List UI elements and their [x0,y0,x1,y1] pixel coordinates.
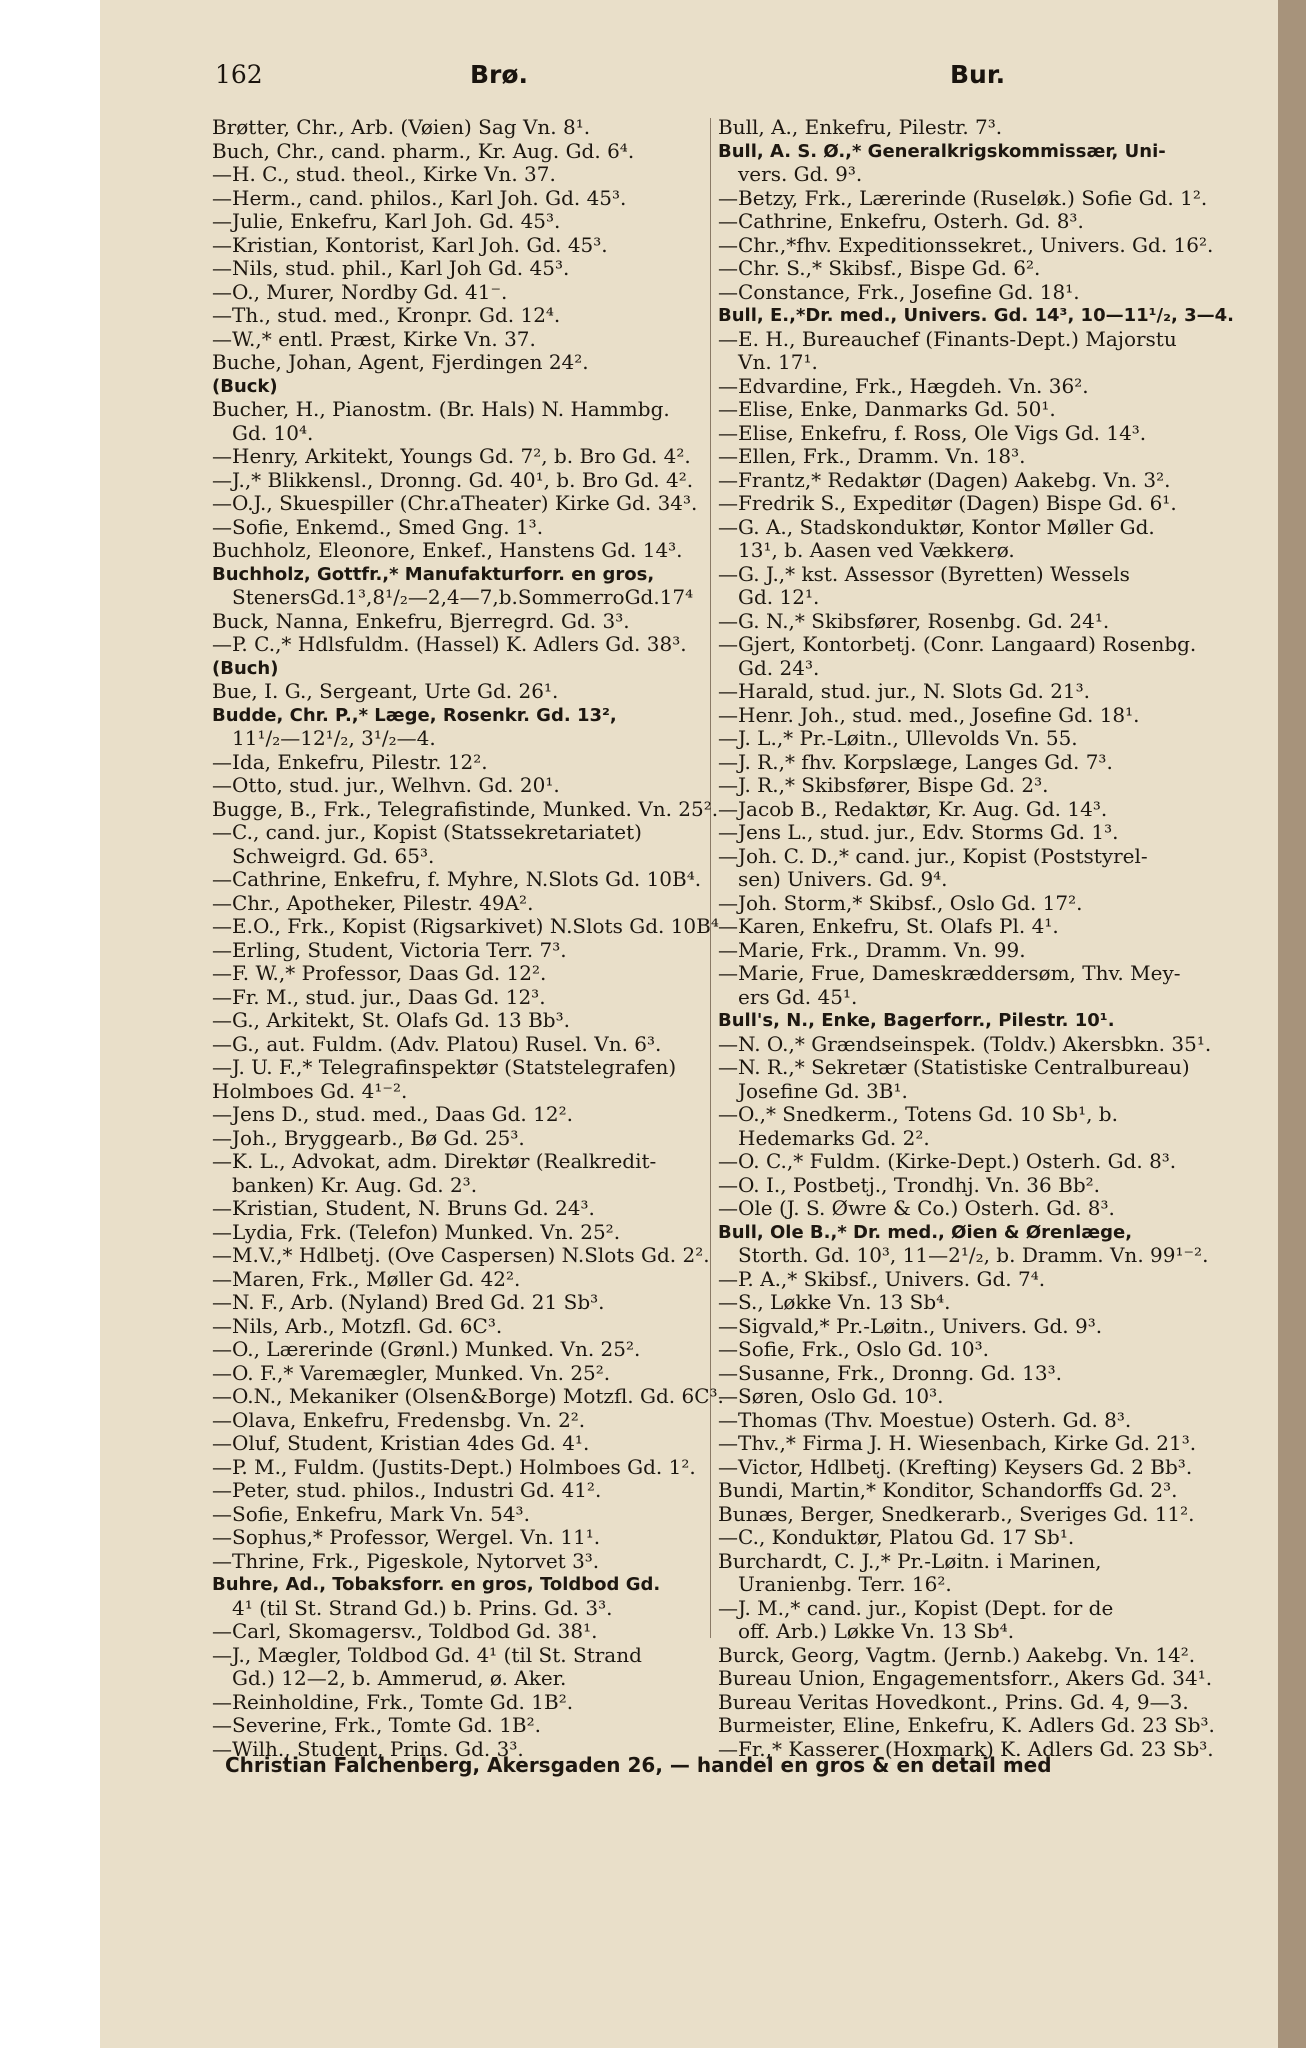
directory-entry-line: —Nils, Arb., Motzfl. Gd. 6C³. [212,1314,503,1338]
directory-entry-line: —Gjert, Kontorbetj. (Conr. Langaard) Rosenbg. [718,633,1197,656]
directory-entry-line: —G., Arkitekt, St. Olafs Gd. 13 Bb³. [212,1009,570,1032]
directory-entry-line: —Joh. C. D.,* cand. jur., Kopist (Poststyrel- [718,844,1148,868]
directory-entry-line: —Fr.,* Kasserer (Hoxmark) K. Adlers Gd. 23 Sb³. [718,1737,1214,1761]
directory-entry-line: —Fredrik S., Expeditør (Dagen) Bispe Gd. 6¹. [718,492,1177,515]
directory-entry-line: Josefine Gd. 3B¹. [738,1079,908,1103]
directory-entry-line: —Herm., cand. philos., Karl Joh. Gd. 45³. [212,186,627,210]
directory-entry-line: —P. A.,* Skibsf., Univers. Gd. 7⁴. [718,1267,1046,1291]
directory-entry-line: Bull, Ole B.,* Dr. med., Øien & Ørenlæge, [718,1221,1133,1243]
directory-entry-line: —J. R.,* Skibsfører, Bispe Gd. 2³. [718,774,1049,797]
directory-entry-line: Buche, Johan, Agent, Fjerdingen 24². [212,351,589,374]
directory-entry-line: —E. H., Bureauchef (Finants-Dept.) Majorstu [718,327,1177,351]
directory-entry-line: —G. A., Stadskonduktør, Kontor Møller Gd. [718,515,1155,539]
directory-entry-line: —Constance, Frk., Josefine Gd. 18¹. [718,280,1080,304]
page-edge [1278,0,1306,2048]
footer-advertisement: Christian Falchenberg, Akersgaden 26, — handel en gros & en detail med [225,1753,1052,1777]
directory-entry-line: (Buch) [212,657,279,679]
directory-entry-line: —J. M.,* cand. jur., Kopist (Dept. for de [718,1596,1114,1620]
directory-entry-line: —Victor, Hdlbetj. (Krefting) Keysers Gd. 2 Bb³. [718,1455,1193,1479]
directory-entry-line: —Severine, Frk., Tomte Gd. 1B². [212,1714,542,1737]
directory-entry-line: —N. O.,* Grændseinspek. (Toldv.) Akersbkn. 35¹. [718,1032,1212,1056]
directory-entry-line: Bugge, B., Frk., Telegrafistinde, Munked. Vn. 25². [212,797,719,821]
directory-entry-line: —J. R.,* fhv. Korpslæge, Langes Gd. 7³. [718,750,1113,774]
directory-entry-line: Bundi, Martin,* Konditor, Schandorffs Gd. 2³. [718,1479,1178,1502]
directory-entry-line: Gd. 10⁴. [232,421,314,445]
directory-entry-line: Uranienbg. Terr. 16². [738,1573,952,1596]
directory-entry-line: —Sofie, Enkefru, Mark Vn. 54³. [212,1502,530,1526]
directory-entry-line: —Lydia, Frk. (Telefon) Munked. Vn. 25². [212,1220,621,1244]
directory-entry-line: —P. M., Fuldm. (Justits-Dept.) Holmboes Gd. 1². [212,1455,696,1479]
directory-entry-line: —Henr. Joh., stud. med., Josefine Gd. 18¹. [718,703,1140,727]
directory-entry-line: —Fr. M., stud. jur., Daas Gd. 12³. [212,985,546,1009]
directory-entry-line: (Buck) [212,375,278,397]
directory-entry-line: —F. W.,* Professor, Daas Gd. 12². [212,962,547,985]
directory-entry-line: —Betzy, Frk., Lærerinde (Ruseløk.) Sofie Gd. 1². [718,186,1208,210]
directory-entry-line: —S., Løkke Vn. 13 Sb⁴. [718,1291,951,1314]
directory-entry-line: —O., Lærerinde (Grønl.) Munked. Vn. 25². [212,1338,641,1361]
directory-entry-line: —Otto, stud. jur., Welhvn. Gd. 20¹. [212,774,560,797]
directory-entry-line: —Elise, Enke, Danmarks Gd. 50¹. [718,398,1056,421]
directory-entry-line: Buchholz, Gottfr.,* Manufakturforr. en gros, [212,563,655,585]
page-number: 162 [215,60,263,89]
directory-entry-line: Burmeister, Eline, Enkefru, K. Adlers Gd. 23 Sb³. [718,1714,1215,1737]
directory-entry-line: —Kristian, Student, N. Bruns Gd. 24³. [212,1197,595,1220]
directory-entry-line: —O., Murer, Nordby Gd. 41⁻. [212,280,508,304]
directory-entry-line: Bull's, N., Enke, Bagerforr., Pilestr. 10¹. [718,1010,1115,1031]
left-running-head: Brø. [470,60,529,89]
directory-entry-line: Holmboes Gd. 4¹⁻². [212,1079,408,1103]
directory-entry-line: —J., Mægler, Toldbod Gd. 4¹ (til St. Strand [212,1643,642,1667]
directory-entry-line: —Chr., Apotheker, Pilestr. 49A². [212,891,534,915]
directory-entry-line: —Karen, Enkefru, St. Olafs Pl. 4¹. [718,915,1059,938]
directory-entry-line: —Frantz,* Redaktør (Dagen) Aakebg. Vn. 3². [718,468,1171,492]
directory-entry-line: —Th., stud. med., Kronpr. Gd. 12⁴. [212,304,561,327]
directory-entry-line: —N. F., Arb. (Nyland) Bred Gd. 21 Sb³. [212,1291,605,1314]
directory-entry-line: —K. L., Advokat, adm. Direktør (Realkredit- [212,1150,657,1173]
directory-entry-line: —O. I., Postbetj., Trondhj. Vn. 36 Bb². [718,1173,1100,1197]
directory-entry-line: —Jens L., stud. jur., Edv. Storms Gd. 1³. [718,821,1119,844]
directory-entry-line: —Cathrine, Enkefru, f. Myhre, N.Slots Gd. 10B⁴. [212,868,702,891]
directory-entry-line: —O.J., Skuespiller (Chr.aTheater) Kirke Gd. 34³. [212,492,698,515]
directory-entry-line: —E.O., Frk., Kopist (Rigsarkivet) N.Slots Gd. 10B⁴ [212,915,719,938]
directory-entry-line: —Marie, Frue, Dameskræddersøm, Thv. Mey- [718,962,1181,985]
directory-entry-line: —Cathrine, Enkefru, Osterh. Gd. 8³. [718,210,1084,233]
directory-entry-line: 4¹ (til St. Strand Gd.) b. Prins. Gd. 3³. [232,1596,613,1620]
directory-entry-line: ers Gd. 45¹. [738,985,858,1009]
directory-entry-line: Bureau Veritas Hovedkont., Prins. Gd. 4, 9—3. [718,1690,1189,1714]
directory-entry-line: Buck, Nanna, Enkefru, Bjerregrd. Gd. 3³. [212,609,630,633]
directory-entry-line: —Chr.,*fhv. Expeditionssekret., Univers. Gd. 16². [718,233,1214,257]
directory-entry-line: —Ida, Enkefru, Pilestr. 12². [212,750,488,774]
directory-entry-line: —J.,* Blikkensl., Dronng. Gd. 40¹, b. Bro Gd. 4². [212,468,694,492]
directory-entry-line: Schweigrd. Gd. 65³. [232,844,435,868]
directory-entry-line: —Sofie, Frk., Oslo Gd. 10³. [718,1338,990,1361]
directory-entry-line: —Ole (J. S. Øwre & Co.) Osterh. Gd. 8³. [718,1197,1115,1220]
directory-entry-line: Bureau Union, Engagementsforr., Akers Gd. 34¹. [718,1667,1213,1690]
directory-entry-line: —O. F.,* Varemægler, Munked. Vn. 25². [212,1361,611,1385]
directory-entry-line: off. Arb.) Løkke Vn. 13 Sb⁴. [738,1620,1015,1643]
directory-entry-line: —Joh. Storm,* Skibsf., Oslo Gd. 17². [718,891,1083,915]
directory-entry-line: —Erling, Student, Victoria Terr. 7³. [212,938,567,962]
directory-entry-line: —J. U. F.,* Telegrafinspektør (Statstelegrafen) [212,1056,677,1079]
directory-entry-line: —G., aut. Fuldm. (Adv. Platou) Rusel. Vn. 6³. [212,1032,662,1056]
directory-entry-line: —O. C.,* Fuldm. (Kirke-Dept.) Osterh. Gd. 8³. [718,1150,1177,1173]
directory-entry-line: —Jens D., stud. med., Daas Gd. 12². [212,1103,573,1126]
directory-entry-line: Bull, E.,*Dr. med., Univers. Gd. 14³, 10—11¹/₂, 3—4. [718,305,1234,326]
directory-entry-line: vers. Gd. 9³. [738,163,863,186]
directory-entry-line: —Sigvald,* Pr.-Løitn., Univers. Gd. 9³. [718,1314,1103,1338]
directory-entry-line: Brøtter, Chr., Arb. (Vøien) Sag Vn. 8¹. [212,116,591,139]
directory-entry-line: 11¹/₂—12¹/₂, 3¹/₂—4. [232,727,436,750]
directory-entry-line: —Olava, Enkefru, Fredensbg. Vn. 2². [212,1408,586,1432]
directory-entry-line: —C., cand. jur., Kopist (Statssekretariatet) [212,821,642,844]
left-column [212,116,737,1761]
directory-entry-line: Buhre, Ad., Tobaksforr. en gros, Toldbod Gd. [212,1574,661,1595]
directory-entry-line: —Wilh., Student, Prins. Gd. 3³. [212,1737,524,1761]
directory-entry-line: —H. C., stud. theol., Kirke Vn. 37. [212,163,556,186]
directory-entry-line: —Maren, Frk., Møller Gd. 42². [212,1267,521,1291]
directory-entry-line: —Sofie, Enkemd., Smed Gng. 1³. [212,515,544,539]
directory-entry-line: —Søren, Oslo Gd. 10³. [718,1385,944,1408]
directory-entry-line: Hedemarks Gd. 2². [738,1126,930,1150]
directory-entry-line: —Chr. S.,* Skibsf., Bispe Gd. 6². [718,257,1041,280]
directory-entry-line: —Carl, Skomagersv., Toldbod Gd. 38¹. [212,1620,598,1643]
directory-entry-line: Budde, Chr. P.,* Læge, Rosenkr. Gd. 13², [212,704,617,726]
directory-entry-line: —G. J.,* kst. Assessor (Byretten) Wessels [718,562,1130,586]
directory-entry-line: —Susanne, Frk., Dronng. Gd. 13³. [718,1361,1062,1385]
directory-entry-line: —Sophus,* Professor, Wergel. Vn. 11¹. [212,1526,601,1549]
directory-entry-line: —W.,* entl. Præst, Kirke Vn. 37. [212,327,536,351]
directory-entry-line: —G. N.,* Skibsfører, Rosenbg. Gd. 24¹. [718,609,1110,633]
directory-entry-line: —Marie, Frk., Dramm. Vn. 99. [718,938,1026,962]
directory-entry-line: —O.,* Snedkerm., Totens Gd. 10 Sb¹, b. [718,1103,1118,1126]
directory-entry-line: —Harald, stud. jur., N. Slots Gd. 21³. [718,680,1091,703]
directory-entry-line: Storth. Gd. 10³, 11—2¹/₂, b. Dramm. Vn. 99¹⁻². [738,1244,1209,1267]
directory-entry-line: —Oluf, Student, Kristian 4des Gd. 4¹. [212,1432,590,1455]
directory-entry-line: Bull, A. S. Ø.,* Generalkrigskommissær, Uni- [718,140,1166,162]
directory-entry-line: Buchholz, Eleonore, Enkef., Hanstens Gd. 14³. [212,539,683,562]
directory-entry-line: —Edvardine, Frk., Hægdeh. Vn. 36². [718,374,1089,398]
directory-entry-line: Gd. 24³. [738,656,820,680]
directory-entry-line: —O.N., Mekaniker (Olsen&Borge) Motzfl. Gd. 6C³. [212,1385,724,1408]
page-header [100,60,1306,100]
directory-entry-line: —N. R.,* Sekretær (Statistiske Centralbureau) [718,1056,1190,1079]
directory-entry-line: —Jacob B., Redaktør, Kr. Aug. Gd. 14³. [718,797,1108,821]
right-column [718,116,1243,1761]
directory-entry-line: 13¹, b. Aasen ved Vækkerø. [738,539,1015,562]
directory-entry-line: sen) Univers. Gd. 9⁴. [738,868,948,891]
directory-entry-line: Gd.) 12—2, b. Ammerud, ø. Aker. [232,1667,567,1690]
directory-entry-line: —Reinholdine, Frk., Tomte Gd. 1B². [212,1690,574,1714]
directory-entry-line: —P. C.,* Hdlsfuldm. (Hassel) K. Adlers Gd. 38³. [212,633,687,656]
directory-entry-line: —J. L.,* Pr.-Løitn., Ullevolds Vn. 55. [718,727,1078,750]
directory-entry-line: —Kristian, Kontorist, Karl Joh. Gd. 45³. [212,233,608,257]
directory-entry-line: —Joh., Bryggearb., Bø Gd. 25³. [212,1126,525,1150]
directory-entry-line: —Thrine, Frk., Pigeskole, Nytorvet 3³. [212,1549,600,1573]
directory-entry-line: —Ellen, Frk., Dramm. Vn. 18³. [718,445,1026,468]
directory-entry-line: Bunæs, Berger, Snedkerarb., Sveriges Gd. 11². [718,1502,1195,1526]
page [100,0,1306,2048]
directory-entry-line: Bue, I. G., Sergeant, Urte Gd. 26¹. [212,680,559,703]
directory-entry-line: —Peter, stud. philos., Industri Gd. 41². [212,1479,602,1502]
directory-entry-line: —Henry, Arkitekt, Youngs Gd. 7², b. Bro Gd. 4². [212,445,691,468]
right-running-head: Bur. [950,60,1006,89]
directory-entry-line: —M.V.,* Hdlbetj. (Ove Caspersen) N.Slots Gd. 2². [212,1244,710,1267]
directory-entry-line: —Thomas (Thv. Moestue) Osterh. Gd. 8³. [718,1408,1132,1432]
directory-entry-line: Bull, A., Enkefru, Pilestr. 7³. [718,116,1003,139]
directory-entry-line: Bucher, H., Pianostm. (Br. Hals) N. Hammbg. [212,398,670,421]
directory-entry-line: —Julie, Enkefru, Karl Joh. Gd. 45³. [212,210,561,233]
directory-entry-line: —C., Konduktør, Platou Gd. 17 Sb¹. [718,1526,1075,1549]
directory-entry-line: Burck, Georg, Vagtm. (Jernb.) Aakebg. Vn. 14². [718,1643,1196,1667]
directory-entry-line: Vn. 17¹. [738,351,818,374]
directory-entry-line: banken) Kr. Aug. Gd. 2³. [232,1173,478,1197]
directory-entry-line: Burchardt, C. J.,* Pr.-Løitn. i Marinen, [718,1549,1102,1573]
directory-entry-line: StenersGd.1³,8¹/₂—2,4—7,b.SommerroGd.17⁴ [232,586,694,609]
directory-entry-line: Gd. 12¹. [738,586,820,609]
directory-entry-line: —Thv.,* Firma J. H. Wiesenbach, Kirke Gd. 21³. [718,1432,1197,1455]
directory-entry-line: —Nils, stud. phil., Karl Joh Gd. 45³. [212,257,570,280]
directory-entry-line: —Elise, Enkefru, f. Ross, Ole Vigs Gd. 14³. [718,421,1147,445]
directory-entry-line: Buch, Chr., cand. pharm., Kr. Aug. Gd. 6⁴. [212,139,635,163]
